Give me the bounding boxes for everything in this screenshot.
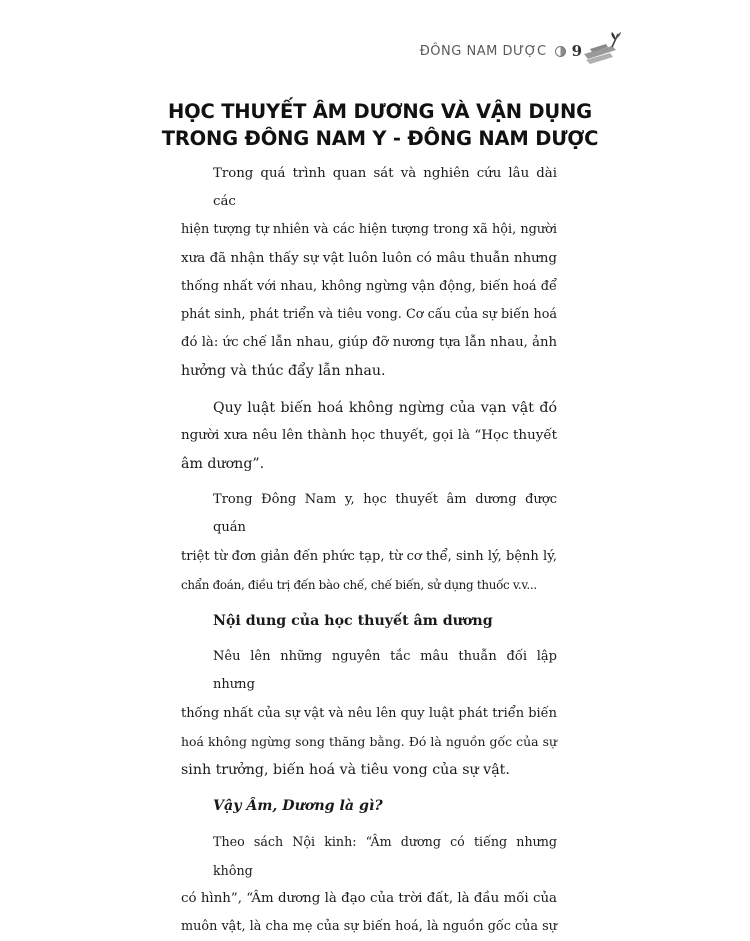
- text-line: có hình”, “Âm dương là đạo của trời đất, là đầu mối của: [181, 890, 557, 906]
- yin-yang-icon: [555, 46, 566, 57]
- paragraph-3: [181, 486, 557, 599]
- page-number: 9: [571, 42, 582, 60]
- text-line: sinh trưởng, biến hoá và tiêu vong của sự vật.: [181, 762, 510, 779]
- text-line: phát sinh, phát triển và tiêu vong. Cơ cấu của sự biến hoá: [181, 307, 557, 323]
- body-text: [181, 160, 557, 941]
- text-line: đó là: ức chế lẫn nhau, giúp đỡ nương tựa lẫn nhau, ảnh: [181, 335, 557, 351]
- text-line: hiện tượng tự nhiên và các hiện tượng trong xã hội, người: [181, 222, 557, 238]
- text-line: người xưa nêu lên thành học thuyết, gọi là “Học thuyết: [181, 427, 557, 443]
- subheading-question: Vậy Âm, Dương là gì?: [213, 798, 383, 815]
- paragraph-4: [181, 643, 557, 784]
- text-line: hoá không ngừng song thăng bằng. Đó là nguồn gốc của sự: [181, 733, 557, 749]
- text-line: xưa đã nhận thấy sự vật luôn luôn có mâu thuẫn nhưng: [181, 250, 557, 266]
- chapter-title-line-2: TRONG ĐÔNG NAM Y - ĐÔNG NAM DƯỢC: [161, 127, 599, 150]
- herb-logo-icon: [582, 32, 622, 68]
- text-line: Quy luật biến hoá không ngừng của vạn vật đó: [213, 399, 557, 416]
- text-line: thống nhất với nhau, không ngừng vận động, biến hoá để: [181, 278, 557, 294]
- paragraph-5: [181, 828, 557, 941]
- text-line: hưởng và thúc đẩy lẫn nhau.: [181, 363, 386, 380]
- text-line: Trong quá trình quan sát và nghiên cứu lâu dài các: [213, 166, 557, 210]
- text-line: Nêu lên những nguyên tắc mâu thuẫn đối lập nhưng: [213, 649, 557, 693]
- chapter-title: [150, 98, 610, 152]
- text-line: Trong Đông Nam y, học thuyết âm dương được quán: [213, 492, 557, 536]
- text-line: thống nhất của sự vật và nêu lên quy luật phát triển biến: [181, 705, 557, 721]
- text-line: triệt từ đơn giản đến phức tạp, từ cơ thể, sinh lý, bệnh lý,: [181, 548, 557, 564]
- running-header: [420, 42, 582, 60]
- chapter-title-line-1: HỌC THUYẾT ÂM DƯƠNG VÀ VẬN DỤNG: [168, 100, 592, 123]
- paragraph-2: [181, 394, 557, 479]
- running-title: ĐÔNG NAM DƯỢC: [419, 43, 547, 59]
- paragraph-1: [181, 160, 557, 386]
- text-line: âm dương”.: [181, 456, 265, 473]
- text-line: chẩn đoán, điều trị đến bào chế, chế biến, sử dụng thuốc v.v...: [181, 577, 537, 592]
- text-line: Theo sách Nội kinh: “Âm dương có tiếng nhưng không: [213, 834, 557, 878]
- text-line: muôn vật, là cha mẹ của sự biến hoá, là nguồn gốc của sự: [181, 919, 557, 935]
- subheading-content: Nội dung của học thuyết âm dương: [213, 613, 493, 630]
